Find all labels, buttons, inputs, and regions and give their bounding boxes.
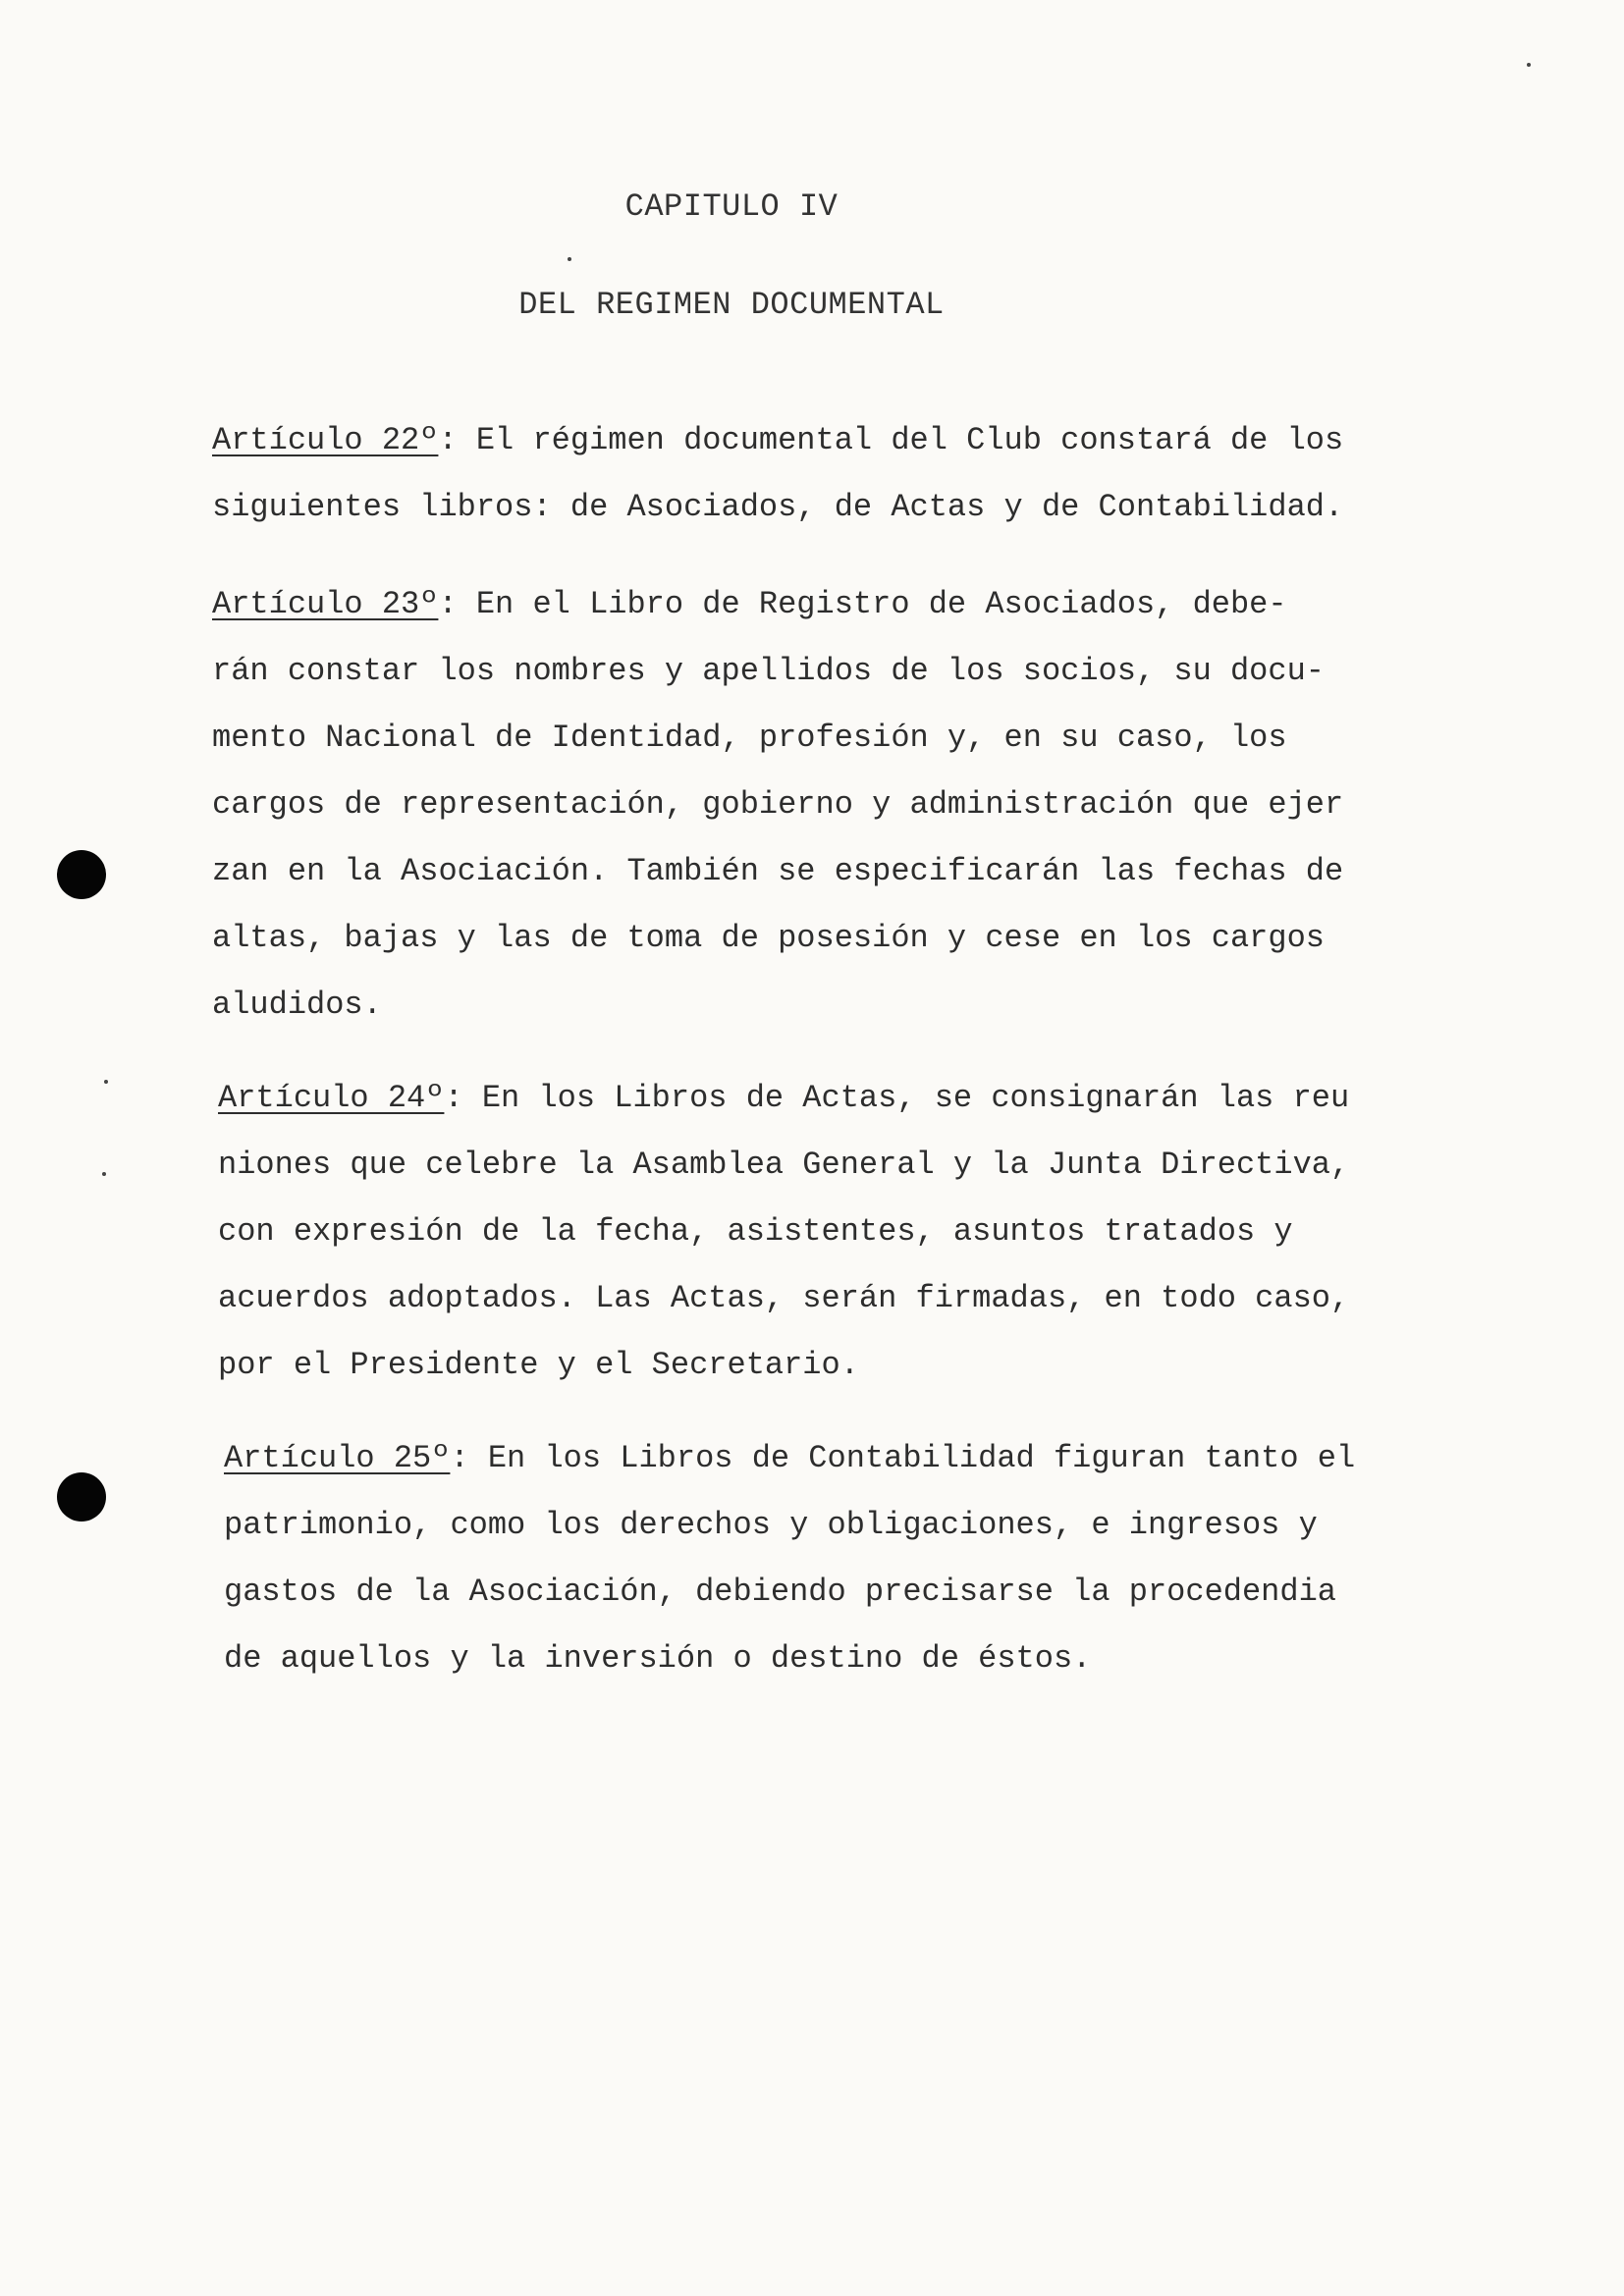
- ink-speck: [568, 257, 571, 261]
- article-23: [212, 571, 1489, 1039]
- article-line: niones que celebre la Asamblea General y la Junta Directiva,: [218, 1147, 1350, 1183]
- article-text: : En el Libro de Registro de Asociados, debe-: [438, 586, 1287, 622]
- article-line: [224, 1425, 1500, 1492]
- article-line: por el Presidente y el Secretario.: [218, 1347, 859, 1383]
- punch-hole: [57, 850, 106, 899]
- article-label: Artículo 24º: [218, 1080, 445, 1116]
- article-line: [212, 407, 1489, 474]
- article-text: : En los Libros de Contabilidad figuran tanto el: [450, 1440, 1356, 1476]
- chapter-title: CAPITULO IV: [624, 188, 839, 225]
- article-line: mento Nacional de Identidad, profesión y, en su caso, los: [212, 720, 1287, 756]
- article-text: : El régimen documental del Club constará de los: [438, 422, 1344, 458]
- section-title: DEL REGIMEN DOCUMENTAL: [518, 287, 945, 323]
- article-label: Artículo 22º: [212, 422, 439, 458]
- article-25: [224, 1425, 1500, 1692]
- article-line: de aquellos y la inversión o destino de éstos.: [224, 1640, 1092, 1677]
- article-line: acuerdos adoptados. Las Actas, serán firmadas, en todo caso,: [218, 1280, 1350, 1316]
- article-line: gastos de la Asociación, debiendo precisarse la procedendia: [224, 1574, 1336, 1610]
- ink-speck: [104, 1080, 108, 1084]
- article-24: [218, 1065, 1494, 1399]
- article-line: con expresión de la fecha, asistentes, asuntos tratados y: [218, 1213, 1293, 1250]
- article-line: siguientes libros: de Asociados, de Actas y de Contabilidad.: [212, 489, 1344, 525]
- punch-hole: [57, 1472, 106, 1522]
- article-label: Artículo 23º: [212, 586, 439, 622]
- article-line: [212, 571, 1489, 638]
- article-line: [218, 1065, 1494, 1132]
- article-22: [212, 407, 1489, 541]
- article-label: Artículo 25º: [224, 1440, 451, 1476]
- article-line: altas, bajas y las de toma de posesión y cese en los cargos: [212, 920, 1325, 956]
- article-line: rán constar los nombres y apellidos de los socios, su docu-: [212, 653, 1325, 689]
- ink-speck: [1527, 63, 1531, 67]
- article-line: zan en la Asociación. También se especificarán las fechas de: [212, 853, 1344, 889]
- ink-speck: [102, 1172, 106, 1176]
- article-text: : En los Libros de Actas, se consignarán las reu: [444, 1080, 1350, 1116]
- article-line: patrimonio, como los derechos y obligaciones, e ingresos y: [224, 1507, 1318, 1543]
- article-line: aludidos.: [212, 987, 382, 1023]
- article-line: cargos de representación, gobierno y administración que ejer: [212, 786, 1344, 823]
